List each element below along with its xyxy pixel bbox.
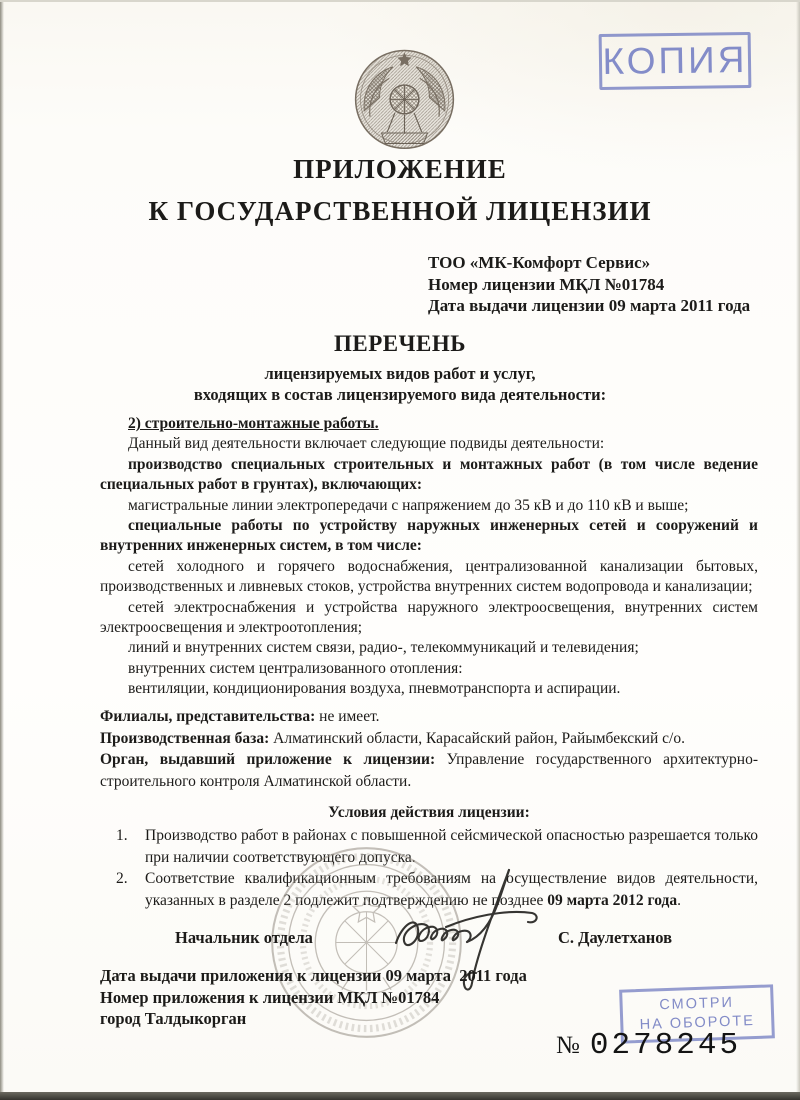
document-title: [0, 148, 800, 232]
appendix-number: Номер приложения к лицензии МҚЛ №01784: [100, 987, 440, 1007]
condition-number: 1.: [116, 827, 128, 845]
branches-value: не имеет.: [315, 708, 380, 725]
issuing-organ-line: [100, 749, 758, 792]
issuing-organ-label: Орган, выдавший приложение к лицензии:: [100, 751, 436, 769]
see-reverse-line-1: СМОТРИ: [659, 994, 735, 1014]
production-base-label: Производственная база:: [100, 729, 270, 747]
branches-label: Филиалы, представительства:: [100, 708, 316, 725]
list-subtitle-2: входящих в состав лицензируемого вида деятельности:: [193, 385, 607, 404]
body-paragraph: магистральные линии электропередачи с напряжением до 35 кВ и до 110 кВ и выше;: [128, 496, 689, 514]
body-paragraph: внутренних систем централизованного отопления:: [128, 659, 463, 677]
conditions-title: Условия действия лицензии:: [328, 804, 530, 821]
company-name: ТОО «МК-Комфорт Сервис»: [428, 253, 651, 272]
issuing-organ-value: Управление государственного архитектурно-строительного контроля Алматинской области.: [100, 751, 758, 790]
issue-city: город Талдыкорган: [100, 1009, 247, 1028]
title-line-1: ПРИЛОЖЕНИЕ: [293, 154, 507, 184]
body-paragraph: вентиляции, кондиционирования воздуха, пневмотранспорта и аспирации.: [128, 680, 621, 698]
production-base-value: Алматинский области, Карасайский район, Райымбекский с/о.: [269, 729, 685, 747]
branches-line: [100, 706, 758, 728]
scan-edge-bottom: [0, 1092, 800, 1100]
details-block: [100, 706, 758, 792]
body-paragraph: сетей электроснабжения и устройства наружного электроосвещения, внутренних систем электроосвещения и электроотопления;: [100, 598, 758, 637]
list-subtitle-1: лицензируемых видов работ и услуг,: [264, 364, 536, 383]
serial-prefix: №: [556, 1032, 580, 1059]
list-header: [70, 331, 730, 405]
body-paragraph: специальные работы по устройству наружных инженерных сетей и сооружений и внутренних инженерных систем, в том числе:: [100, 517, 758, 555]
condition-text: Соответствие квалификационным требованиям на осуществление видов деятельности, указанных в разделе 2 подлежит подтверждению не позднее: [145, 870, 758, 909]
copy-stamp: [599, 32, 752, 90]
signer-position-title: Начальник отдела: [175, 928, 313, 947]
kazakhstan-emblem-icon: [347, 40, 462, 155]
body-paragraph: сетей холодного и горячего водоснабжения, централизованной канализации бытовых, производственных и ливневых стоков, устройства внутренних систем водопровода и канализации;: [100, 557, 758, 596]
serial-digits: 0278245: [589, 1028, 742, 1063]
body-paragraph: Данный вид деятельности включает следующие подвиды деятельности:: [128, 435, 605, 453]
form-serial-number: [556, 1028, 741, 1063]
footer-block: [100, 965, 527, 1030]
production-base-line: [100, 728, 758, 750]
license-issue-date: Дата выдачи лицензии 09 марта 2011 года: [428, 296, 751, 315]
license-info-block: [428, 252, 750, 317]
scan-edge-top: [0, 0, 800, 2]
body-paragraph: линий и внутренних систем связи, радио-, телекоммуникаций и телевидения;: [128, 639, 639, 657]
title-line-2: К ГОСУДАРСТВЕННОЙ ЛИЦЕНЗИИ: [148, 196, 652, 226]
see-reverse-line-2: НА ОБОРОТЕ: [639, 1012, 756, 1034]
list-title: ПЕРЕЧЕНЬ: [334, 331, 466, 356]
condition-deadline-date: 09 марта 2012 года: [547, 891, 678, 909]
license-number: Номер лицензии МҚЛ №01784: [428, 274, 665, 294]
signer-name: С. Даулетханов: [558, 928, 672, 947]
appendix-issue-date: Дата выдачи приложения к лицензии 09 марта 2011 года: [100, 966, 527, 985]
section-heading: 2) строительно-монтажные работы.: [128, 415, 379, 432]
copy-stamp-label: КОПИЯ: [602, 38, 748, 83]
body-paragraph: производство специальных строительных и монтажных работ (в том числе ведение специальных работ в грунтах), включающих:: [100, 455, 758, 494]
condition-text: Производство работ в районах с повышенной сейсмической опасностью разрешается только при наличии соответствующего допуска.: [145, 827, 758, 866]
body-text: [100, 414, 758, 700]
condition-number: 2.: [116, 870, 128, 888]
condition-text-after: .: [677, 891, 681, 909]
